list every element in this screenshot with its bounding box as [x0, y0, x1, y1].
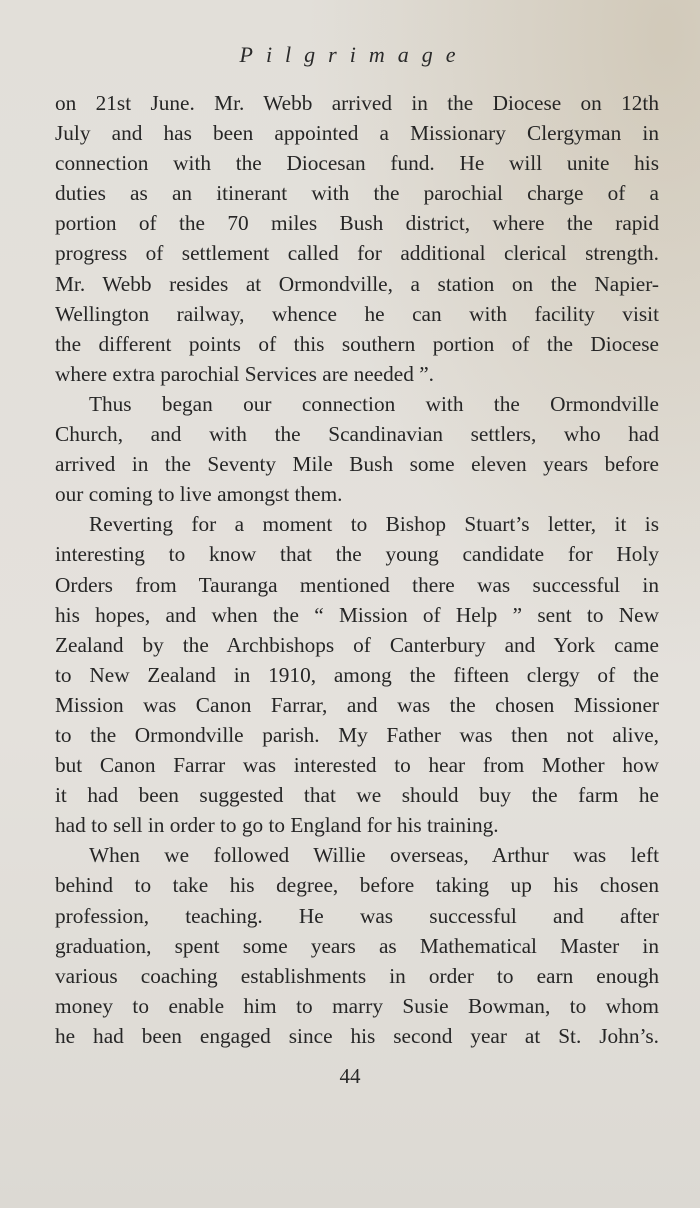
text-line: portion of the 70 miles Bush district, where the rapid [55, 211, 659, 236]
text-line: to New Zealand in 1910, among the fifteen clergy of the [55, 662, 659, 687]
text-line: the different points of this southern portion of the Diocese [55, 331, 659, 356]
text-line: had to sell in order to go to England for his training. [55, 813, 499, 838]
page-number: 44 [339, 1064, 361, 1088]
text-line: behind to take his degree, before taking up his chosen [55, 873, 659, 898]
text-line: Zealand by the Archbishops of Canterbury and York came [55, 632, 659, 657]
text-line: progress of settlement called for additional clerical strength. [55, 241, 659, 266]
text-line: but Canon Farrar was interested to hear from Mother how [55, 753, 659, 778]
text-line: duties as an itinerant with the parochial charge of a [55, 181, 659, 206]
text-line: money to enable him to marry Susie Bowman, to whom [55, 993, 659, 1018]
text-line: Wellington railway, whence he can with facility visit [55, 301, 659, 326]
text-line: his hopes, and when the “ Mission of Help ” sent to New [55, 602, 659, 627]
running-head: Pilgrimage [239, 42, 469, 67]
text-line: interesting to know that the young candidate for Holy [55, 542, 659, 567]
text-line: various coaching establishments in order to earn enough [55, 963, 659, 988]
text-line: arrived in the Seventy Mile Bush some eleven years before [55, 452, 659, 477]
text-line: Church, and with the Scandinavian settlers, who had [55, 422, 659, 447]
text-line: graduation, spent some years as Mathematical Master in [55, 933, 659, 958]
text-line: Mr. Webb resides at Ormondville, a station on the Napier- [55, 271, 659, 296]
text-line: it had been suggested that we should buy the farm he [55, 783, 659, 808]
text-line: our coming to live amongst them. [55, 482, 343, 507]
text-line: profession, teaching. He was successful and after [55, 903, 659, 928]
text-line: Orders from Tauranga mentioned there was successful in [55, 572, 659, 597]
text-line: to the Ormondville parish. My Father was then not alive, [55, 722, 659, 747]
text-line: Reverting for a moment to Bishop Stuart’s letter, it is [89, 512, 659, 537]
text-line: connection with the Diocesan fund. He will unite his [55, 151, 659, 176]
text-line: Mission was Canon Farrar, and was the chosen Missioner [55, 692, 659, 717]
text-line: July and has been appointed a Missionary Clergyman in [55, 121, 659, 146]
body-text [55, 88, 659, 1051]
text-line: When we followed Willie overseas, Arthur was left [89, 843, 659, 868]
text-line: Thus began our connection with the Ormondville [89, 391, 659, 416]
text-line: he had been engaged since his second year at St. John’s. [55, 1023, 659, 1048]
text-line: where extra parochial Services are needed ”. [55, 361, 434, 386]
text-line: on 21st June. Mr. Webb arrived in the Diocese on 12th [55, 91, 659, 115]
